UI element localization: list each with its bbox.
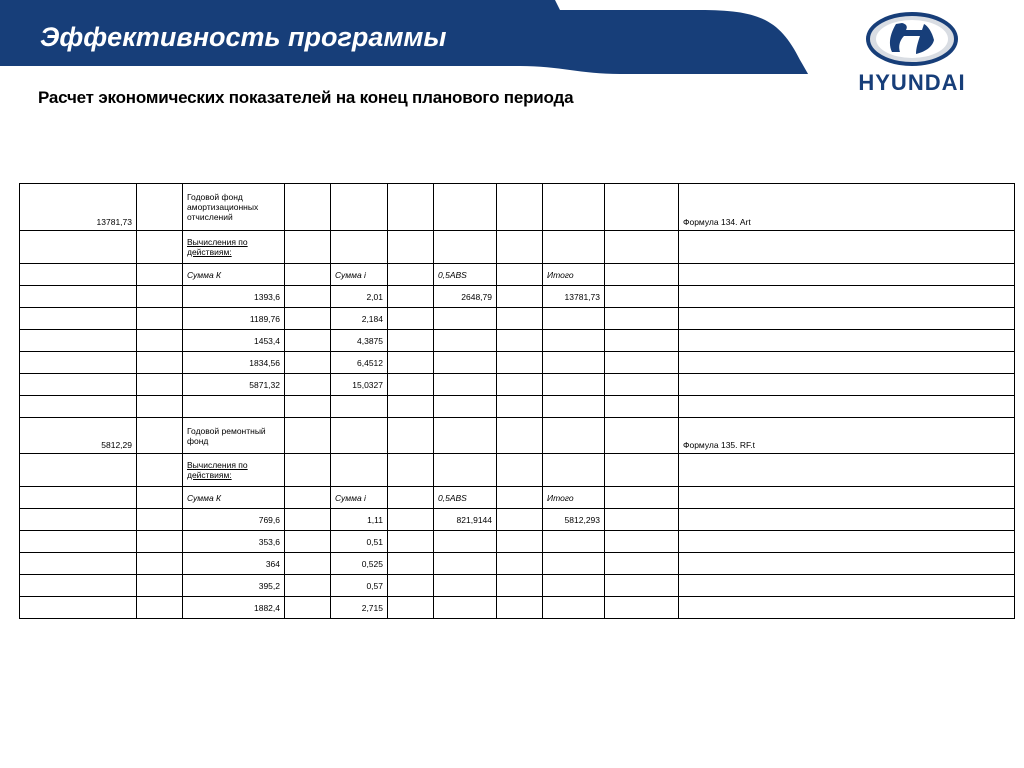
table-row xyxy=(20,531,1015,553)
cell-sum-k: 395,2 xyxy=(183,575,285,597)
table-row xyxy=(20,264,1015,286)
cell-total: 5812,293 xyxy=(543,509,605,531)
cell-sum-k: 364 xyxy=(183,553,285,575)
column-header-total: Итого xyxy=(543,264,605,286)
cell-sum-k: 1453,4 xyxy=(183,330,285,352)
repair-fund-label: Годовой ремонтный фонд xyxy=(183,418,285,454)
cell-sum-i: 1,11 xyxy=(331,509,388,531)
cell-sum-k: 1882,4 xyxy=(183,597,285,619)
table-row xyxy=(20,509,1015,531)
cell-sum-k: 1189,76 xyxy=(183,308,285,330)
column-header-abs: 0,5ABS xyxy=(434,264,497,286)
cell-sum-i: 2,184 xyxy=(331,308,388,330)
cell-sum-k: 353,6 xyxy=(183,531,285,553)
table-row xyxy=(20,286,1015,308)
repair-fund-total: 5812,29 xyxy=(20,418,137,454)
cell-abs: 2648,79 xyxy=(434,286,497,308)
hyundai-logo xyxy=(852,12,972,98)
page-subtitle: Расчет экономических показателей на конец планового периода xyxy=(38,88,574,107)
hyundai-emblem-icon xyxy=(852,12,972,70)
cell-sum-k: 1834,56 xyxy=(183,352,285,374)
cell-sum-i: 0,57 xyxy=(331,575,388,597)
cell-sum-i: 2,01 xyxy=(331,286,388,308)
calculation-table xyxy=(19,183,1015,619)
table-row xyxy=(20,330,1015,352)
column-header-sum-k: Сумма К xyxy=(183,264,285,286)
table-row xyxy=(20,231,1015,264)
cell-sum-i: 0,525 xyxy=(331,553,388,575)
cell-sum-i: 2,715 xyxy=(331,597,388,619)
table-row xyxy=(20,575,1015,597)
table-row xyxy=(20,308,1015,330)
cell-sum-i: 6,4512 xyxy=(331,352,388,374)
column-header-sum-k: Сумма К xyxy=(183,487,285,509)
logo-wordmark: HYUNDAI xyxy=(858,70,966,95)
table-row xyxy=(20,487,1015,509)
column-header-sum-i: Сумма i xyxy=(331,487,388,509)
cell-sum-k: 769,6 xyxy=(183,509,285,531)
column-header-total: Итого xyxy=(543,487,605,509)
cell-abs: 821,9144 xyxy=(434,509,497,531)
repair-fund-formula: Формула 135. RF.t xyxy=(679,418,1015,454)
cell-sum-k: 5871,32 xyxy=(183,374,285,396)
cell-sum-i: 0,51 xyxy=(331,531,388,553)
table-row xyxy=(20,553,1015,575)
table-row xyxy=(20,454,1015,487)
amortization-total: 13781,73 xyxy=(20,184,137,231)
cell-sum-i: 15,0327 xyxy=(331,374,388,396)
amortization-formula: Формула 134. Art xyxy=(679,184,1015,231)
table-row-empty xyxy=(20,396,1015,418)
slide-title: Эффективность программы xyxy=(40,22,447,52)
table-row xyxy=(20,184,1015,231)
cell-total: 13781,73 xyxy=(543,286,605,308)
table-row xyxy=(20,418,1015,454)
table-row xyxy=(20,352,1015,374)
table-row xyxy=(20,374,1015,396)
column-header-sum-i: Сумма i xyxy=(331,264,388,286)
cell-sum-i: 4,3875 xyxy=(331,330,388,352)
column-header-abs: 0,5ABS xyxy=(434,487,497,509)
table-row xyxy=(20,597,1015,619)
amortization-label: Годовой фонд амортизационных отчислений xyxy=(183,184,285,231)
calc-steps-label: Вычисления по действиям: xyxy=(183,231,285,264)
calc-steps-label: Вычисления по действиям: xyxy=(183,454,285,487)
cell-sum-k: 1393,6 xyxy=(183,286,285,308)
